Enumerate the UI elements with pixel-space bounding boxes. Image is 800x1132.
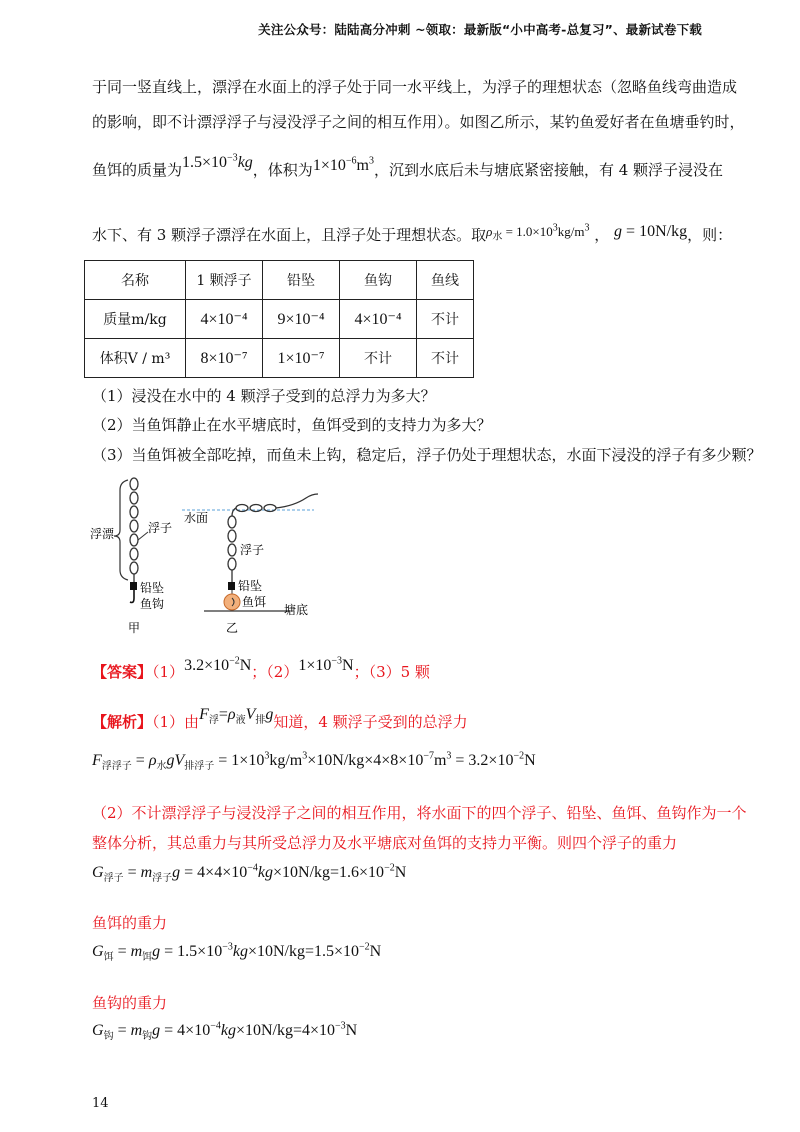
analysis-p2-line-2: 整体分析，其总重力与其所受总浮力及水平塘底对鱼饵的支持力平衡。则四个浮子的重力 xyxy=(92,834,678,852)
label-float: 浮子 xyxy=(148,521,173,535)
table-header-row xyxy=(85,261,474,300)
page-number: 14 xyxy=(92,1096,109,1111)
intro-line-3: 鱼饵的质量为$1.5\times 10^{-3}kg$，体积为$1\times 10^{-6}m^3$，沉到水底后未与塘底紧密接触，有 4 颗浮子浸没在 xyxy=(92,152,724,179)
table-cell: 不计 xyxy=(417,339,474,378)
table-header-cell: 鱼线 xyxy=(417,261,474,300)
table-cell: 4×10⁻⁴ xyxy=(186,300,263,339)
analysis-line-1: 【解析】（1）由$F_浮=\rho_液V_排g$知道，4 颗浮子受到的总浮力 xyxy=(92,706,468,731)
caption-right: 乙 xyxy=(226,621,239,635)
label-sinker-right: 铅坠 xyxy=(238,579,263,593)
fishing-float-figure xyxy=(84,470,334,640)
table-cell: 1×10⁻⁷ xyxy=(263,339,340,378)
table-cell: 9×10⁻⁴ xyxy=(263,300,340,339)
table-row xyxy=(85,300,474,339)
label-float-right: 浮子 xyxy=(240,543,265,557)
intro-line-1: 于同一竖直线上，漂浮在水面上的浮子处于同一水平线上，为浮子的理想状态（忽略鱼线弯曲造成 xyxy=(92,78,738,96)
table-cell: 不计 xyxy=(340,339,417,378)
label-bait-weight: 鱼饵的重力 xyxy=(92,914,168,932)
label-bottom: 塘底 xyxy=(284,603,309,617)
caption-left: 甲 xyxy=(128,621,141,635)
sinker-icon xyxy=(130,582,137,590)
analysis-p2-line-1: （2）不计漂浮浮子与浸没浮子之间的相互作用，将水面下的四个浮子、铅坠、鱼饵、鱼钩作为一个 xyxy=(92,804,747,822)
label-hook-weight: 鱼钩的重力 xyxy=(92,994,168,1012)
table-row-label: 质量m/kg xyxy=(85,300,186,339)
formula-total-buoyancy: $F_{浮浮子} = \rho_水gV_{排浮子} = 1\times 10^3kg/m^3\times 10N/kg\times 4\times 8\times 10^{-7}m^3 = 3.2\times 10^{-2}N$ xyxy=(92,750,536,773)
bracket-icon xyxy=(114,480,128,580)
intro-line-2: 的影响，即不计漂浮浮子与浸没浮子之间的相互作用）。如图乙所示，某钓鱼爱好者在鱼塘垂钓时， xyxy=(92,113,745,131)
label-water: 水面 xyxy=(184,511,209,525)
table-header-cell: 铅坠 xyxy=(263,261,340,300)
table-cell: 不计 xyxy=(417,300,474,339)
question-2: （2）当鱼饵静止在水平塘底时，鱼饵受到的支持力为多大？ xyxy=(92,416,492,434)
formula-bait-weight: $G_饵 = m_饵g = 1.5\times 10^{-3}kg\times 10N/kg=1.5\times 10^{-2}N$ xyxy=(92,941,382,964)
data-table xyxy=(84,260,474,378)
surface-floats-icon xyxy=(232,494,318,516)
bait-icon xyxy=(224,594,240,610)
label-bait: 鱼饵 xyxy=(242,595,267,609)
answer-line: 【答案】$(1)3.2\times 10^{-2}N$；$(2)1\times 10^{-3}N$；（3）5 颗 xyxy=(92,655,430,681)
table-header-cell: 1 颗浮子 xyxy=(186,261,263,300)
table-cell: 4×10⁻⁴ xyxy=(340,300,417,339)
label-sinker: 铅坠 xyxy=(140,581,165,595)
submerged-floats-icon xyxy=(228,516,236,582)
table-header-cell: 鱼钩 xyxy=(340,261,417,300)
label-hook: 鱼钩 xyxy=(140,597,165,611)
formula-hook-weight: $G_钩 = m_钩g = 4\times 10^{-4}kg\times 10N/kg=4\times 10^{-3}N$ xyxy=(92,1020,358,1043)
intro-line-4: 水下、有 3 颗浮子漂浮在水面上，且浮子处于理想状态。取$\rho_水 = 1.0\times 10^3kg/m^3$ ， g = 10N/kg，则： xyxy=(92,222,733,244)
table-row xyxy=(85,339,474,378)
sinker-icon xyxy=(228,582,235,590)
table-cell: 8×10⁻⁷ xyxy=(186,339,263,378)
page-header: 关注公众号：陆陆高分冲刺 ~领取：最新版“小中高考-总复习”、最新试卷下载 xyxy=(258,22,702,37)
table-header-cell: 名称 xyxy=(85,261,186,300)
question-3: （3）当鱼饵被全部吃掉，而鱼未上钩，稳定后，浮子仍处于理想状态，水面下浸没的浮子有多少颗？ xyxy=(92,446,762,464)
label-float-group: 浮漂 xyxy=(90,527,115,541)
question-1: （1）浸没在水中的 4 颗浮子受到的总浮力为多大？ xyxy=(92,387,436,405)
float-chain-icon xyxy=(130,478,138,582)
hook-icon xyxy=(130,590,134,603)
table-row-label: 体积V / m³ xyxy=(85,339,186,378)
formula-float-weight: $G_{浮子} = m_{浮子}g = 4\times 4\times 10^{-4}kg\times 10N/kg=1.6\times 10^{-2}N$ xyxy=(92,862,407,885)
